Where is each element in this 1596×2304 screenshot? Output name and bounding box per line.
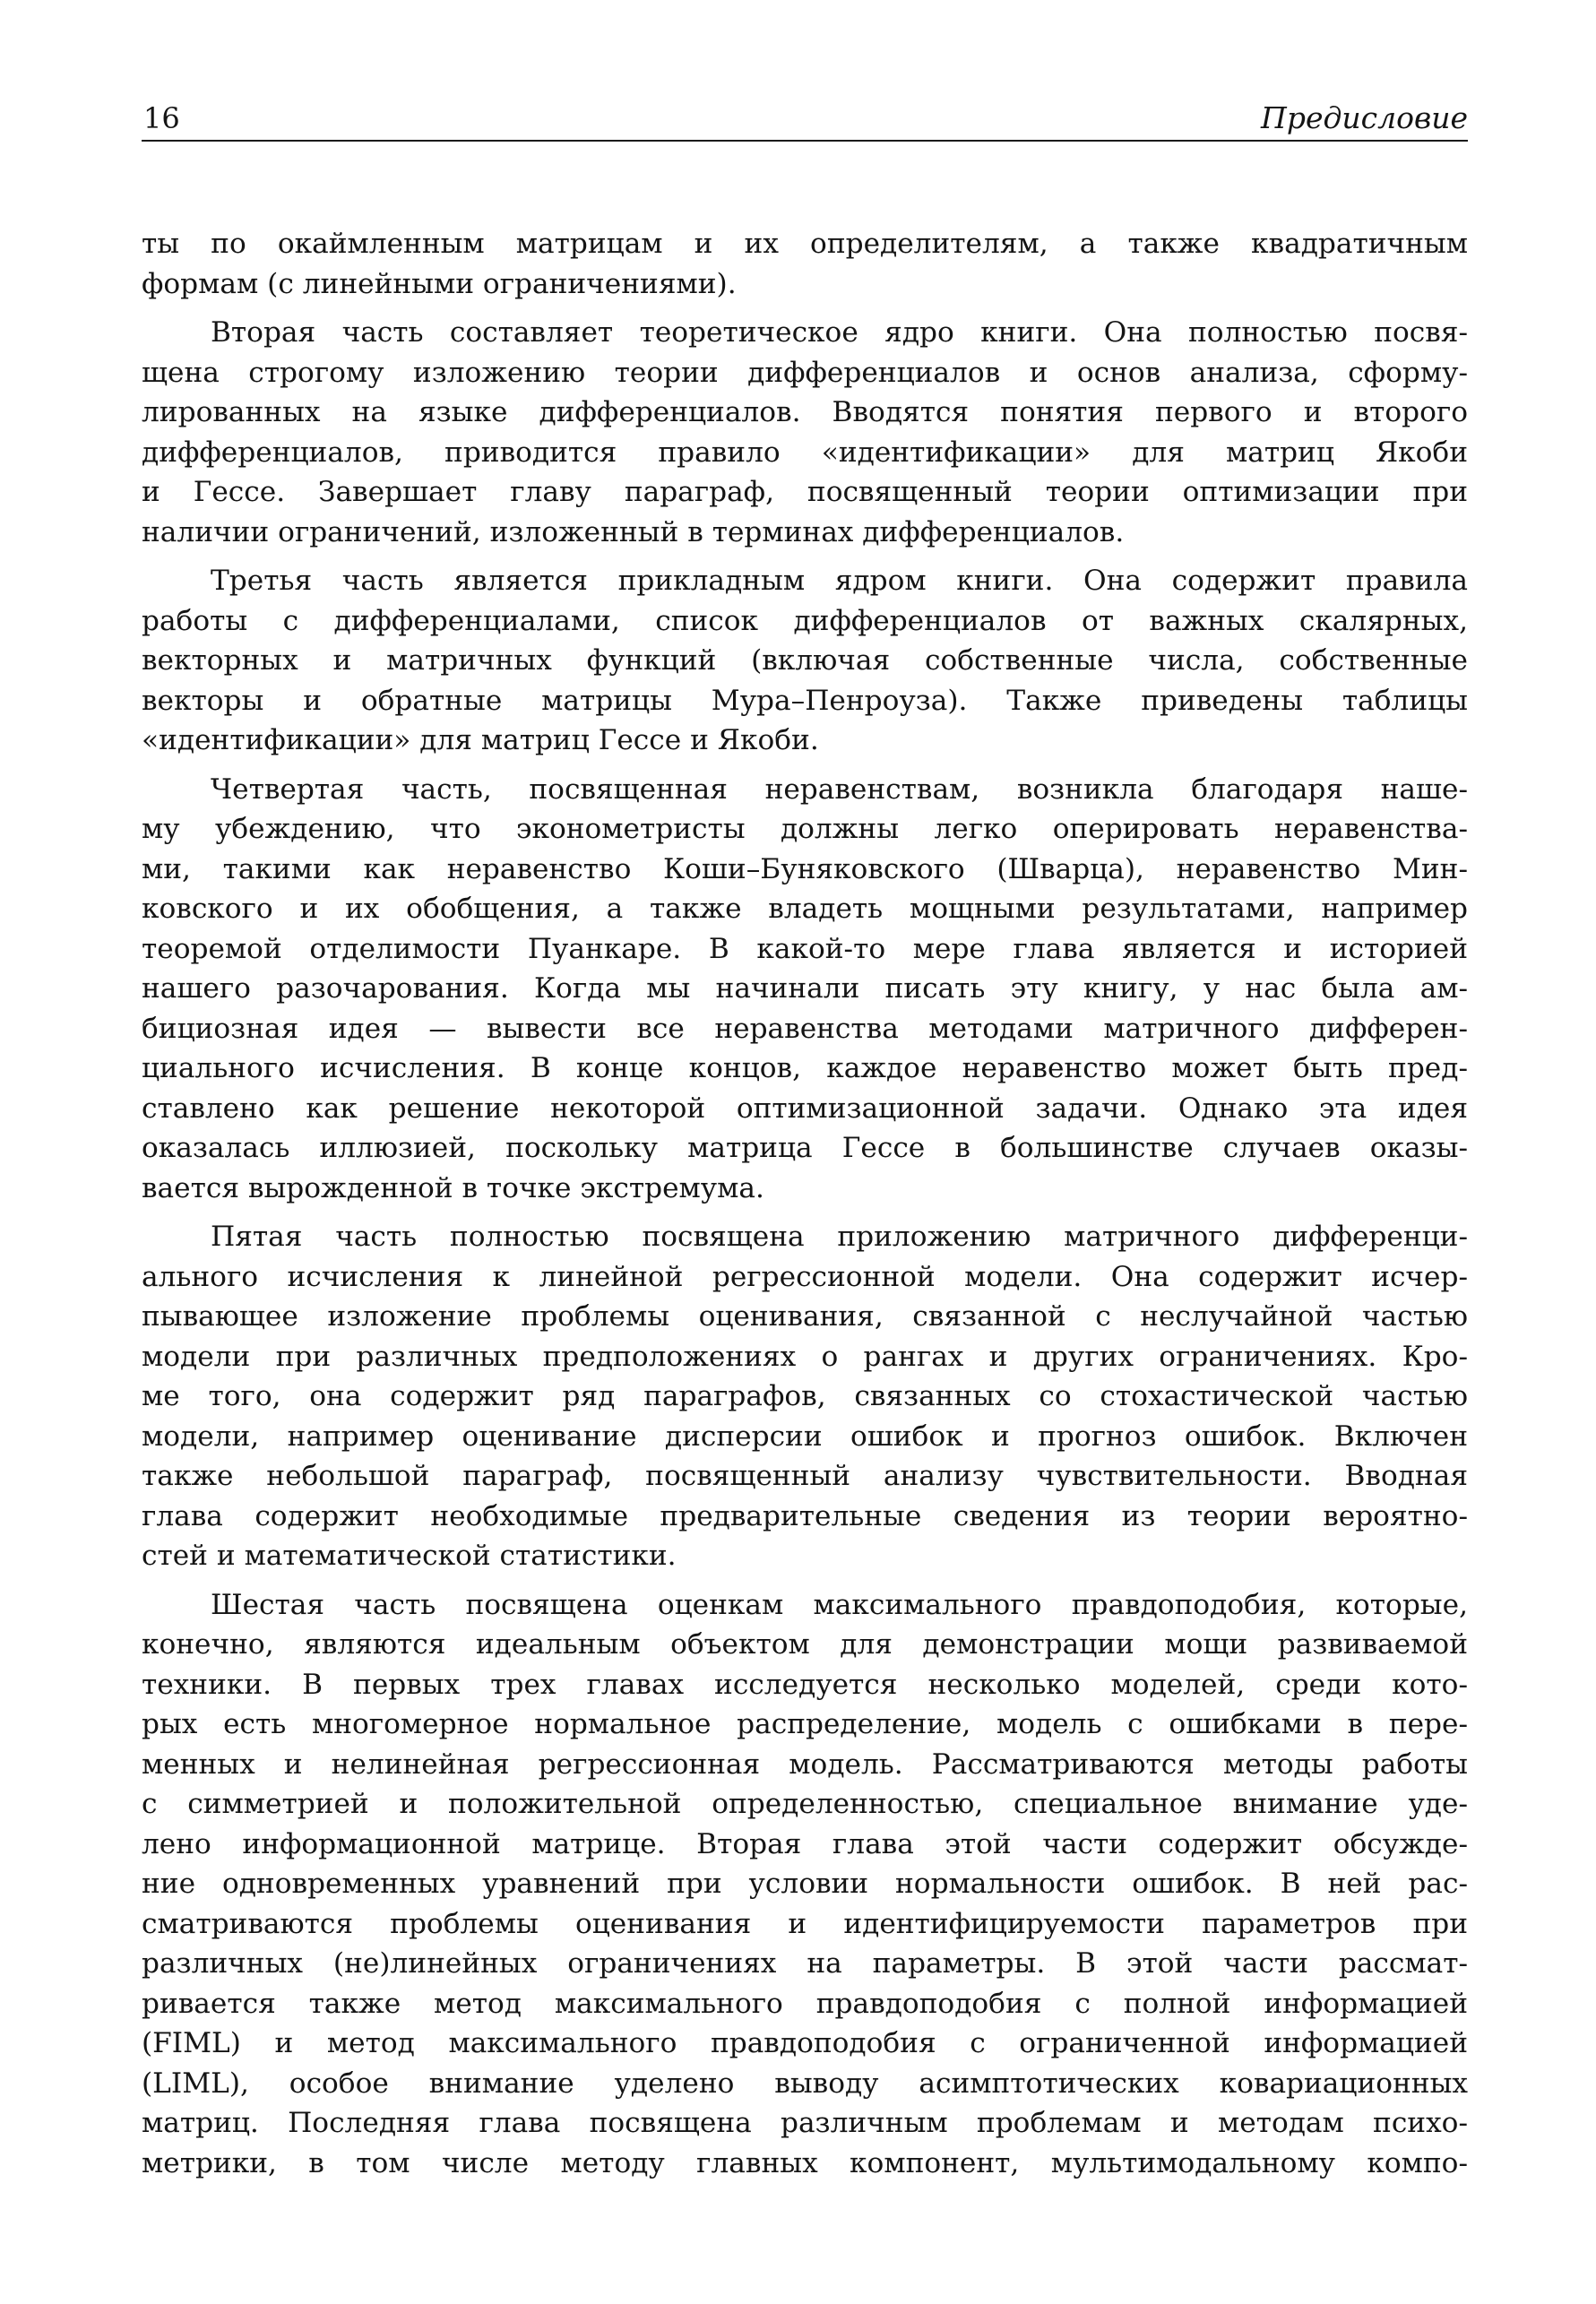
- text-line: модели при различных предположениях о рангах и других ограничениях. Кро-: [142, 1340, 1468, 1373]
- text-line: (FIML) и метод максимального правдоподобия с ограниченной информацией: [142, 2027, 1468, 2059]
- text-line: метрики, в том числе методу главных компонент, мультимодальному компо-: [142, 2146, 1468, 2179]
- text-line: ми, такими как неравенство Коши–Буняковского (Шварца), неравенство Мин-: [142, 852, 1468, 885]
- text-line: работы с дифференциалами, список дифференциалов от важных скалярных,: [142, 604, 1468, 637]
- page-number: 16: [143, 101, 180, 135]
- text-line: техники. В первых трех главах исследуется несколько моделей, среди кото-: [142, 1668, 1468, 1701]
- text-line: ковского и их обобщения, а также владеть мощными результатами, например: [142, 893, 1468, 925]
- text-line: сматриваются проблемы оценивания и идентифицируемости параметров при: [142, 1907, 1468, 1940]
- text-line: ривается также метод максимального правдоподобия с полной информацией: [142, 1987, 1468, 2020]
- text-line: векторных и матричных функций (включая собственные числа, собственные: [142, 644, 1468, 677]
- book-page: [142, 0, 1468, 2304]
- text-line: стей и математической статистики.: [142, 1540, 677, 1572]
- paragraph-part-two: [142, 313, 1468, 552]
- text-line: му убеждению, что эконометристы должны легко оперировать неравенства-: [142, 813, 1468, 845]
- text-line: Четвертая часть, посвященная неравенствам, возникла благодаря наше-: [211, 772, 1468, 806]
- body-text: [142, 224, 1468, 2192]
- text-line: различных (не)линейных ограничениях на параметры. В этой части рассмат-: [142, 1947, 1468, 1980]
- text-line: с симметрией и положительной определенностью, специальное внимание уде-: [142, 1788, 1468, 1820]
- text-line: лено информационной матрице. Вторая глава этой части содержит обсужде-: [142, 1827, 1468, 1860]
- text-line: оказалась иллюзией, поскольку матрица Гессе в большинстве случаев оказы-: [142, 1132, 1468, 1164]
- text-line: векторы и обратные матрицы Мура–Пенроуза). Также приведены таблицы: [142, 684, 1468, 717]
- text-line: (LIML), особое внимание уделено выводу асимптотических ковариационных: [142, 2067, 1468, 2100]
- text-line: «идентификации» для матриц Гессе и Якоби.: [142, 724, 819, 756]
- text-line: Шестая часть посвящена оценкам максимального правдоподобия, которые,: [211, 1588, 1468, 1621]
- text-line: ние одновременных уравнений при условии нормальности ошибок. В ней рас-: [142, 1868, 1468, 1900]
- paragraph-part-five: [142, 1217, 1468, 1576]
- text-line: Вторая часть составляет теоретическое ядро книги. Она полностью посвя-: [211, 316, 1468, 349]
- running-head: [142, 100, 1468, 142]
- text-line: Пятая часть полностью посвящена приложению матричного дифференци-: [211, 1221, 1468, 1253]
- paragraph-part-six: [142, 1585, 1468, 2184]
- text-line: формам (с линейными ограничениями).: [142, 267, 737, 300]
- text-line: лированных на языке дифференциалов. Вводятся понятия первого и второго: [142, 396, 1468, 428]
- text-line: матриц. Последняя глава посвящена различным проблемам и методам психо-: [142, 2107, 1468, 2139]
- text-line: и Гессе. Завершает главу параграф, посвященный теории оптимизации при: [142, 476, 1468, 508]
- text-line: нашего разочарования. Когда мы начинали писать эту книгу, у нас была ам-: [142, 972, 1468, 1005]
- text-line: менных и нелинейная регрессионная модель. Рассматриваются методы работы: [142, 1747, 1468, 1781]
- paragraph-continued: [142, 224, 1468, 304]
- text-line: дифференциалов, приводится правило «идентификации» для матриц Якоби: [142, 436, 1468, 469]
- text-line: циального исчисления. В конце концов, каждое неравенство может быть пред-: [142, 1052, 1468, 1084]
- paragraph-part-three: [142, 561, 1468, 761]
- text-line: вается вырожденной в точке экстремума.: [142, 1171, 764, 1204]
- text-line: Третья часть является прикладным ядром книги. Она содержит правила: [211, 565, 1468, 597]
- chapter-title: Предисловие: [1261, 100, 1468, 135]
- text-line: рых есть многомерное нормальное распределение, модель с ошибками в пере-: [142, 1708, 1468, 1740]
- text-line: наличии ограничений, изложенный в терминах дифференциалов.: [142, 515, 1125, 548]
- text-line: бициозная идея — вывести все неравенства методами матричного дифферен-: [142, 1012, 1468, 1045]
- text-line: щена строгому изложению теории дифференциалов и основ анализа, сформу-: [142, 356, 1468, 389]
- text-line: пывающее изложение проблемы оценивания, связанной с неслучайной частью: [142, 1300, 1468, 1333]
- text-line: ального исчисления к линейной регрессионной модели. Она содержит исчер-: [142, 1260, 1468, 1293]
- text-line: также небольшой параграф, посвященный анализу чувствительности. Вводная: [142, 1460, 1468, 1492]
- text-line: глава содержит необходимые предварительные сведения из теории вероятно-: [142, 1499, 1468, 1532]
- text-line: ме того, она содержит ряд параграфов, связанных со стохастической частью: [142, 1380, 1468, 1412]
- paragraph-part-four: [142, 770, 1468, 1209]
- text-line: теоремой отделимости Пуанкаре. В какой-то мере глава является и историей: [142, 932, 1468, 965]
- text-line: конечно, являются идеальным объектом для демонстрации мощи развиваемой: [142, 1628, 1468, 1661]
- text-line: ставлено как решение некоторой оптимизационной задачи. Однако эта идея: [142, 1092, 1468, 1125]
- text-line: модели, например оценивание дисперсии ошибок и прогноз ошибок. Включен: [142, 1420, 1468, 1453]
- text-line: ты по окаймленным матрицам и их определителям, а также квадратичным: [142, 228, 1468, 260]
